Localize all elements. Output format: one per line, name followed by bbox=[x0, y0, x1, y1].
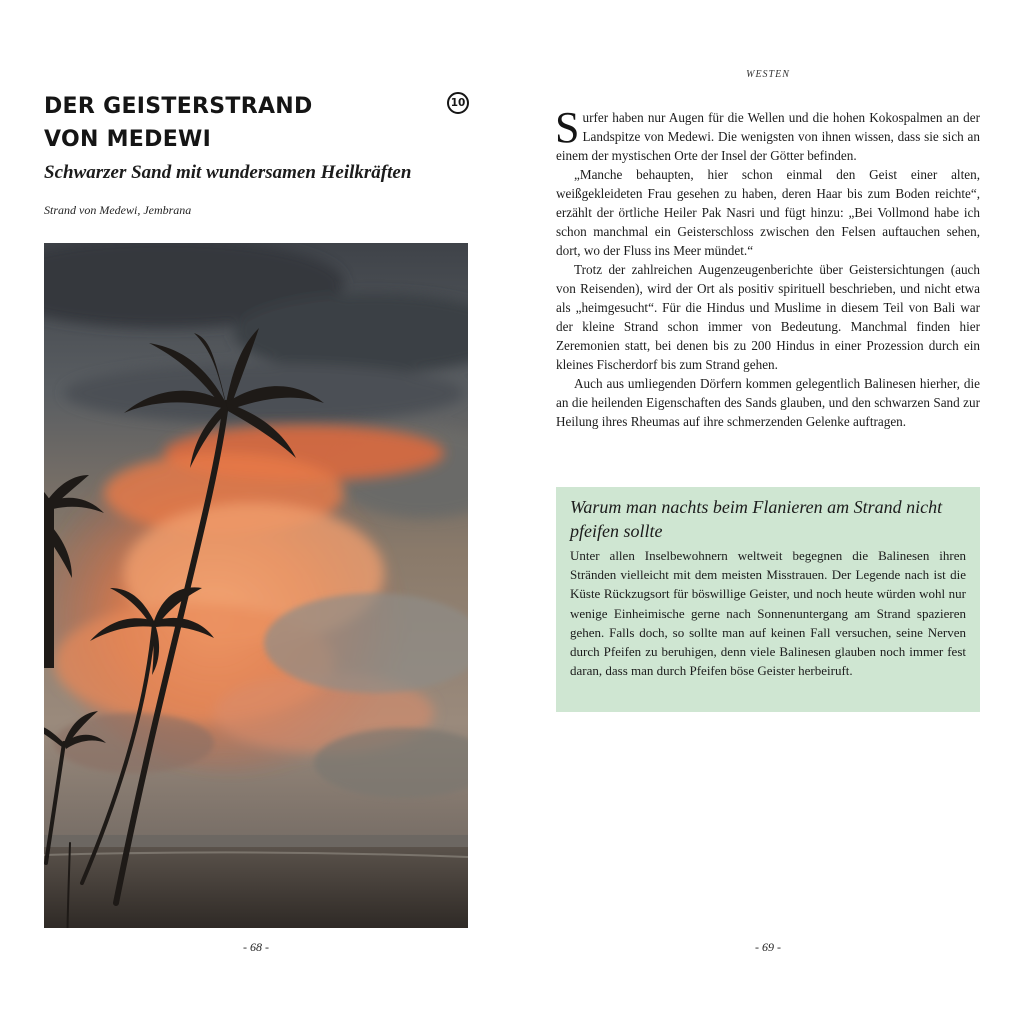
info-box bbox=[556, 487, 980, 712]
paragraph-2: „Manche behaupten, hier schon einmal den Geist einer alten, weißgekleideten Frau gesehen zu haben, deren Haar bis zum Boden reichte“, erzählt der örtliche Heiler Pak Nasri und fügt hinzu: „Bei Vollmond habe ich schon manchmal ein Geisterschloss zwischen den Felsen auftauchen sehen, dort, wo der Fluss ins Meer mündet.“ bbox=[556, 167, 980, 258]
chapter-subtitle: Schwarzer Sand mit wundersamen Heilkräften bbox=[44, 162, 412, 183]
chapter-number-badge: 10 bbox=[447, 92, 469, 114]
chapter-title-line-1: DER GEISTERSTRAND bbox=[44, 94, 313, 119]
right-page bbox=[512, 0, 1024, 1024]
page-number-left: - 68 - bbox=[243, 940, 269, 954]
article-body bbox=[555, 103, 980, 431]
chapter-title bbox=[44, 90, 313, 156]
paragraph-4: Auch aus umliegenden Dörfern kommen gelegentlich Balinesen hierher, die an die heilenden Eigenschaften des Sands glauben, und den schwarzen Sand zur Heilung ihres Rheumas auf ihre schmerzenden Gelenke auftragen. bbox=[556, 376, 980, 429]
paragraph-1 bbox=[555, 103, 980, 165]
info-box-text: Unter allen Inselbewohnern weltweit begegnen die Balinesen ihren Stränden vielleicht mit dem meisten Misstrauen. Der Legende nach ist die Küste Rückzugsort für böswillige Geister, und noch heute würden wohl nur wenige Einheimische gerne nach Sonnenuntergang am Strand spazieren gehen. Falls doch, so sollte man auf keinen Fall versuchen, seine Nerven durch Pfeifen zu beruhigen, denn viele Balinesen glauben noch immer fest daran, dass man durch Pfeifen böse Geister herbeiruft. bbox=[570, 548, 966, 679]
chapter-title-line-2: VON MEDEWI bbox=[44, 127, 212, 152]
info-box-title: Warum man nachts beim Flanieren am Strand nicht pfeifen sollte bbox=[570, 497, 943, 541]
drop-cap: S bbox=[555, 103, 580, 152]
sunset-beach-photo bbox=[44, 243, 468, 928]
palm-trunk-edge bbox=[44, 498, 54, 668]
paragraph-1-text: urfer haben nur Augen für die Wellen und die hohen Kokospalmen an der Landspitze von Medewi. Die wenigsten von ihnen wissen, dass sie sich an einem der mystischen Orte der Insel der Götter befinden. bbox=[556, 110, 980, 163]
page-number-right: - 69 - bbox=[755, 940, 781, 954]
paragraph-3: Trotz der zahlreichen Augenzeugenberichte über Geistersichtungen (auch von Reisenden), wird der Ort als positiv spirituell beschrieben, und nicht etwa als „heimgesucht“. Für die Hindus und Muslime in diesem Teil von Bali war der kleine Strand schon immer von Bedeutung. Manchmal finden hier Zeremonien statt, bei denen bis zu 200 Hindus in einer Prozession durch ein kleines Fischerdorf bis zum Strand gehen. bbox=[556, 262, 980, 372]
location-caption: Strand von Medewi, Jembrana bbox=[44, 203, 192, 217]
running-head: WESTEN bbox=[746, 69, 790, 80]
